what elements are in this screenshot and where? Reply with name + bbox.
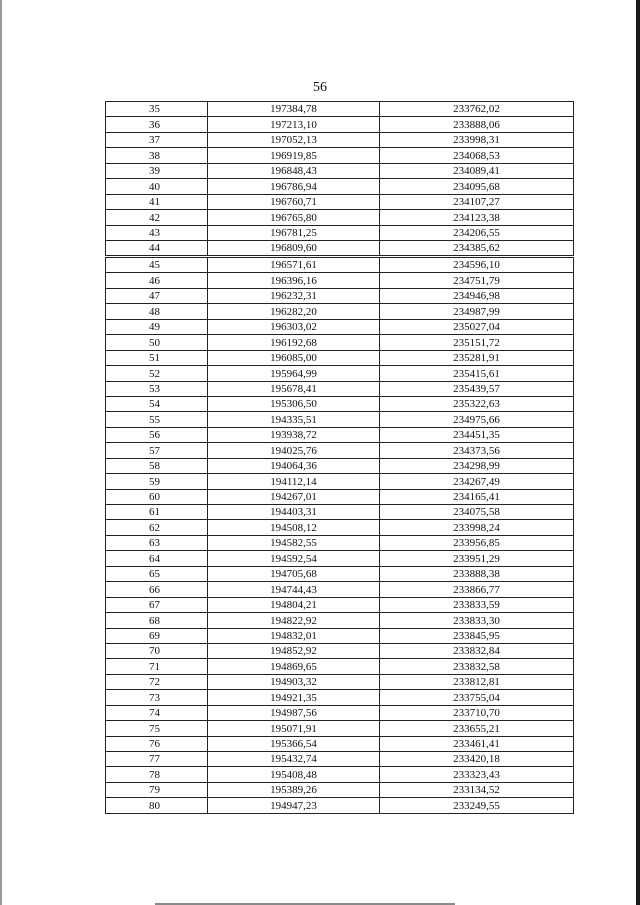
point-number-cell: 71 xyxy=(106,659,208,674)
x-coordinate-cell: 196085,00 xyxy=(208,350,380,365)
y-coordinate-cell: 234068,53 xyxy=(380,148,574,163)
y-coordinate-cell: 233845,95 xyxy=(380,628,574,643)
table-row xyxy=(106,132,574,147)
point-number-cell: 58 xyxy=(106,458,208,473)
y-coordinate-cell: 233755,04 xyxy=(380,690,574,705)
table-row xyxy=(106,350,574,365)
point-number-cell: 79 xyxy=(106,782,208,797)
table-row xyxy=(106,535,574,550)
table-row xyxy=(106,458,574,473)
y-coordinate-cell: 234206,55 xyxy=(380,225,574,240)
x-coordinate-cell: 195071,91 xyxy=(208,721,380,736)
y-coordinate-cell: 235439,57 xyxy=(380,381,574,396)
table-row xyxy=(106,412,574,427)
table-row xyxy=(106,489,574,504)
y-coordinate-cell: 233951,29 xyxy=(380,551,574,566)
table-row xyxy=(106,705,574,720)
table-row xyxy=(106,148,574,163)
x-coordinate-cell: 195389,26 xyxy=(208,782,380,797)
table-row xyxy=(106,102,574,117)
point-number-cell: 53 xyxy=(106,381,208,396)
y-coordinate-cell: 234075,58 xyxy=(380,505,574,520)
point-number-cell: 60 xyxy=(106,489,208,504)
y-coordinate-cell: 233420,18 xyxy=(380,752,574,767)
point-number-cell: 36 xyxy=(106,117,208,132)
point-number-cell: 49 xyxy=(106,319,208,334)
table-row xyxy=(106,396,574,411)
table-row xyxy=(106,674,574,689)
y-coordinate-cell: 233710,70 xyxy=(380,705,574,720)
point-number-cell: 54 xyxy=(106,396,208,411)
x-coordinate-cell: 194064,36 xyxy=(208,458,380,473)
point-number-cell: 52 xyxy=(106,366,208,381)
page-number: 56 xyxy=(313,80,327,95)
x-coordinate-cell: 197384,78 xyxy=(208,102,380,117)
point-number-cell: 59 xyxy=(106,474,208,489)
point-number-cell: 44 xyxy=(106,240,208,255)
table-row xyxy=(106,366,574,381)
point-number-cell: 65 xyxy=(106,566,208,581)
table-row xyxy=(106,628,574,643)
x-coordinate-cell: 196781,25 xyxy=(208,225,380,240)
y-coordinate-cell: 234373,56 xyxy=(380,443,574,458)
y-coordinate-cell: 234267,49 xyxy=(380,474,574,489)
x-coordinate-cell: 196765,80 xyxy=(208,210,380,225)
table-row xyxy=(106,194,574,209)
point-number-cell: 45 xyxy=(106,258,208,273)
y-coordinate-cell: 235322,63 xyxy=(380,396,574,411)
table-row xyxy=(106,474,574,489)
point-number-cell: 61 xyxy=(106,505,208,520)
y-coordinate-cell: 235415,61 xyxy=(380,366,574,381)
table-row xyxy=(106,240,574,255)
point-number-cell: 46 xyxy=(106,273,208,288)
table-row xyxy=(106,582,574,597)
table-row xyxy=(106,659,574,674)
x-coordinate-cell: 194335,51 xyxy=(208,412,380,427)
page-edge-right xyxy=(636,0,640,905)
point-number-cell: 76 xyxy=(106,736,208,751)
point-number-cell: 39 xyxy=(106,163,208,178)
point-number-cell: 55 xyxy=(106,412,208,427)
x-coordinate-cell: 194852,92 xyxy=(208,643,380,658)
x-coordinate-cell: 195366,54 xyxy=(208,736,380,751)
x-coordinate-cell: 195964,99 xyxy=(208,366,380,381)
y-coordinate-cell: 234596,10 xyxy=(380,258,574,273)
table-row xyxy=(106,551,574,566)
y-coordinate-cell: 233956,85 xyxy=(380,535,574,550)
table-row xyxy=(106,288,574,303)
table-row xyxy=(106,427,574,442)
y-coordinate-cell: 233812,81 xyxy=(380,674,574,689)
x-coordinate-cell: 196848,43 xyxy=(208,163,380,178)
x-coordinate-cell: 196396,16 xyxy=(208,273,380,288)
y-coordinate-cell: 233461,41 xyxy=(380,736,574,751)
point-number-cell: 51 xyxy=(106,350,208,365)
point-number-cell: 35 xyxy=(106,102,208,117)
table-row xyxy=(106,273,574,288)
y-coordinate-cell: 234095,68 xyxy=(380,179,574,194)
x-coordinate-cell: 196303,02 xyxy=(208,319,380,334)
table-row xyxy=(106,690,574,705)
table-row xyxy=(106,643,574,658)
point-number-cell: 47 xyxy=(106,288,208,303)
coordinates-table-part-2 xyxy=(105,257,574,814)
point-number-cell: 67 xyxy=(106,597,208,612)
x-coordinate-cell: 194025,76 xyxy=(208,443,380,458)
point-number-cell: 43 xyxy=(106,225,208,240)
x-coordinate-cell: 194832,01 xyxy=(208,628,380,643)
y-coordinate-cell: 233833,30 xyxy=(380,613,574,628)
y-coordinate-cell: 233762,02 xyxy=(380,102,574,117)
x-coordinate-cell: 195678,41 xyxy=(208,381,380,396)
x-coordinate-cell: 196919,85 xyxy=(208,148,380,163)
x-coordinate-cell: 195432,74 xyxy=(208,752,380,767)
table-row xyxy=(106,566,574,581)
point-number-cell: 38 xyxy=(106,148,208,163)
coordinates-table-body xyxy=(106,258,574,814)
x-coordinate-cell: 194592,54 xyxy=(208,551,380,566)
y-coordinate-cell: 233249,55 xyxy=(380,798,574,813)
table-row xyxy=(106,613,574,628)
x-coordinate-cell: 194947,23 xyxy=(208,798,380,813)
table-row xyxy=(106,179,574,194)
x-coordinate-cell: 196571,61 xyxy=(208,258,380,273)
x-coordinate-cell: 196760,71 xyxy=(208,194,380,209)
table-row xyxy=(106,381,574,396)
y-coordinate-cell: 233832,84 xyxy=(380,643,574,658)
table-row xyxy=(106,767,574,782)
x-coordinate-cell: 195408,48 xyxy=(208,767,380,782)
point-number-cell: 42 xyxy=(106,210,208,225)
y-coordinate-cell: 235151,72 xyxy=(380,335,574,350)
x-coordinate-cell: 194403,31 xyxy=(208,505,380,520)
point-number-cell: 68 xyxy=(106,613,208,628)
x-coordinate-cell: 194903,32 xyxy=(208,674,380,689)
point-number-cell: 80 xyxy=(106,798,208,813)
y-coordinate-cell: 234946,98 xyxy=(380,288,574,303)
x-coordinate-cell: 194804,21 xyxy=(208,597,380,612)
point-number-cell: 64 xyxy=(106,551,208,566)
point-number-cell: 57 xyxy=(106,443,208,458)
y-coordinate-cell: 234385,62 xyxy=(380,240,574,255)
coordinates-table-body xyxy=(106,102,574,256)
coordinates-table-part-1 xyxy=(105,101,574,256)
table-row xyxy=(106,304,574,319)
table-row xyxy=(106,335,574,350)
table-row xyxy=(106,782,574,797)
table-row xyxy=(106,721,574,736)
x-coordinate-cell: 197052,13 xyxy=(208,132,380,147)
x-coordinate-cell: 197213,10 xyxy=(208,117,380,132)
point-number-cell: 73 xyxy=(106,690,208,705)
y-coordinate-cell: 235281,91 xyxy=(380,350,574,365)
table-row xyxy=(106,752,574,767)
x-coordinate-cell: 194112,14 xyxy=(208,474,380,489)
point-number-cell: 74 xyxy=(106,705,208,720)
x-coordinate-cell: 194869,65 xyxy=(208,659,380,674)
table-row xyxy=(106,225,574,240)
table-row xyxy=(106,163,574,178)
y-coordinate-cell: 234751,79 xyxy=(380,273,574,288)
table-row xyxy=(106,443,574,458)
point-number-cell: 48 xyxy=(106,304,208,319)
table-row xyxy=(106,736,574,751)
table-row xyxy=(106,520,574,535)
table-row xyxy=(106,319,574,334)
y-coordinate-cell: 234123,38 xyxy=(380,210,574,225)
x-coordinate-cell: 194267,01 xyxy=(208,489,380,504)
y-coordinate-cell: 233655,21 xyxy=(380,721,574,736)
point-number-cell: 66 xyxy=(106,582,208,597)
y-coordinate-cell: 234298,99 xyxy=(380,458,574,473)
y-coordinate-cell: 234089,41 xyxy=(380,163,574,178)
point-number-cell: 77 xyxy=(106,752,208,767)
table-row xyxy=(106,117,574,132)
table-row xyxy=(106,210,574,225)
y-coordinate-cell: 235027,04 xyxy=(380,319,574,334)
point-number-cell: 75 xyxy=(106,721,208,736)
x-coordinate-cell: 194744,43 xyxy=(208,582,380,597)
page-edge-left xyxy=(0,0,2,905)
table-row xyxy=(106,798,574,813)
point-number-cell: 41 xyxy=(106,194,208,209)
y-coordinate-cell: 233888,06 xyxy=(380,117,574,132)
x-coordinate-cell: 194987,56 xyxy=(208,705,380,720)
y-coordinate-cell: 233323,43 xyxy=(380,767,574,782)
table-row xyxy=(106,258,574,273)
point-number-cell: 63 xyxy=(106,535,208,550)
point-number-cell: 78 xyxy=(106,767,208,782)
y-coordinate-cell: 233998,24 xyxy=(380,520,574,535)
point-number-cell: 37 xyxy=(106,132,208,147)
x-coordinate-cell: 196786,94 xyxy=(208,179,380,194)
y-coordinate-cell: 233832,58 xyxy=(380,659,574,674)
table-row xyxy=(106,597,574,612)
point-number-cell: 69 xyxy=(106,628,208,643)
point-number-cell: 40 xyxy=(106,179,208,194)
y-coordinate-cell: 234165,41 xyxy=(380,489,574,504)
x-coordinate-cell: 194921,35 xyxy=(208,690,380,705)
y-coordinate-cell: 233998,31 xyxy=(380,132,574,147)
y-coordinate-cell: 234975,66 xyxy=(380,412,574,427)
point-number-cell: 50 xyxy=(106,335,208,350)
point-number-cell: 72 xyxy=(106,674,208,689)
x-coordinate-cell: 196809,60 xyxy=(208,240,380,255)
point-number-cell: 56 xyxy=(106,427,208,442)
x-coordinate-cell: 196232,31 xyxy=(208,288,380,303)
point-number-cell: 70 xyxy=(106,643,208,658)
point-number-cell: 62 xyxy=(106,520,208,535)
y-coordinate-cell: 233833,59 xyxy=(380,597,574,612)
y-coordinate-cell: 233888,38 xyxy=(380,566,574,581)
y-coordinate-cell: 233866,77 xyxy=(380,582,574,597)
table-row xyxy=(106,505,574,520)
y-coordinate-cell: 234987,99 xyxy=(380,304,574,319)
y-coordinate-cell: 234451,35 xyxy=(380,427,574,442)
x-coordinate-cell: 196192,68 xyxy=(208,335,380,350)
x-coordinate-cell: 196282,20 xyxy=(208,304,380,319)
x-coordinate-cell: 194582,55 xyxy=(208,535,380,550)
y-coordinate-cell: 233134,52 xyxy=(380,782,574,797)
x-coordinate-cell: 195306,50 xyxy=(208,396,380,411)
x-coordinate-cell: 193938,72 xyxy=(208,427,380,442)
y-coordinate-cell: 234107,27 xyxy=(380,194,574,209)
x-coordinate-cell: 194508,12 xyxy=(208,520,380,535)
x-coordinate-cell: 194705,68 xyxy=(208,566,380,581)
x-coordinate-cell: 194822,92 xyxy=(208,613,380,628)
